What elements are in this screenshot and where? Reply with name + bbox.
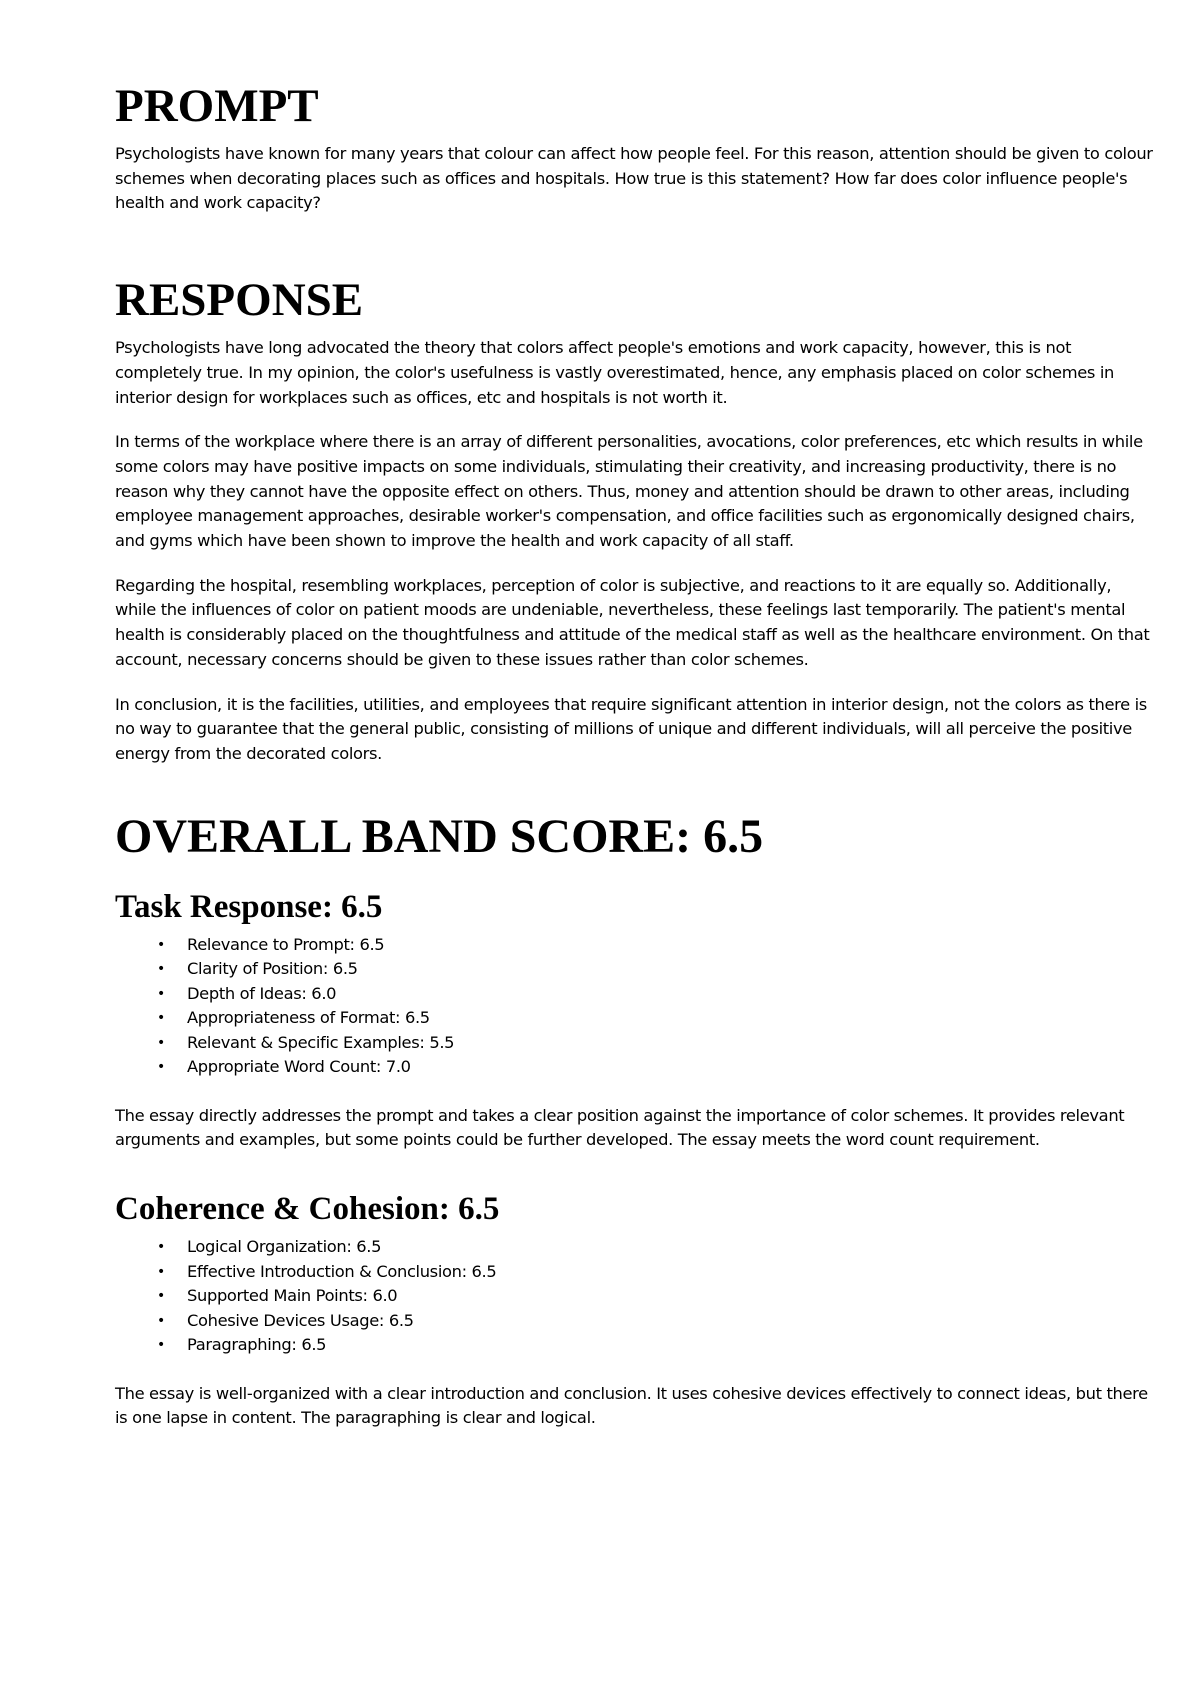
task-response-heading: Task Response: 6.5 <box>115 888 383 925</box>
list-item <box>157 982 1155 1007</box>
criterion-label: Relevance to Prompt: 6.5 <box>187 934 385 954</box>
list-item <box>157 1055 1155 1080</box>
document-page <box>115 78 1155 1431</box>
list-item <box>157 1333 1155 1358</box>
response-paragraph-3: Regarding the hospital, resembling workplaces, perception of color is subjective, and reactions to it are equally so. Additionally, while the influences of color on patient moods are undeniable, nevertheless, these feelings last temporarily. The patient's mental health is considerably placed on the thoughtfulness and attitude of the medical staff as well as the healthcare environment. On that account, necessary concerns should be given to these issues rather than color schemes. <box>115 575 1150 669</box>
list-item <box>157 933 1155 958</box>
bullet-icon: • <box>157 1337 165 1354</box>
bullet-icon: • <box>157 1263 165 1280</box>
list-item <box>157 957 1155 982</box>
task-response-criteria-list <box>115 933 1155 1080</box>
bullet-icon: • <box>157 1010 165 1027</box>
list-item <box>157 1235 1155 1260</box>
criterion-label: Supported Main Points: 6.0 <box>187 1286 398 1306</box>
criterion-label: Logical Organization: 6.5 <box>187 1237 382 1257</box>
criterion-label: Effective Introduction & Conclusion: 6.5 <box>187 1261 497 1281</box>
list-item <box>157 1031 1155 1056</box>
coherence-criteria-list <box>115 1235 1155 1358</box>
response-heading: RESPONSE <box>115 274 364 327</box>
criterion-label: Depth of Ideas: 6.0 <box>187 983 337 1003</box>
bullet-icon: • <box>157 1059 165 1076</box>
list-item <box>157 1309 1155 1334</box>
response-paragraph-1: Psychologists have long advocated the theory that colors affect people's emotions and work capacity, however, this is not completely true. In my opinion, the color's usefulness is vastly overestimated, hence, any emphasis placed on color schemes in interior design for workplaces such as offices, etc and hospitals is not worth it. <box>115 338 1114 407</box>
bullet-icon: • <box>157 1288 165 1305</box>
overall-band-score-heading: OVERALL BAND SCORE: 6.5 <box>115 809 764 863</box>
bullet-icon: • <box>157 936 165 953</box>
prompt-text: Psychologists have known for many years that colour can affect how people feel. For this reason, attention should be given to colour schemes when decorating places such as offices and hospitals. How true is this statement? How far does color influence people's health and work capacity? <box>115 144 1153 213</box>
coherence-cohesion-heading: Coherence & Cohesion: 6.5 <box>115 1191 500 1228</box>
list-item <box>157 1284 1155 1309</box>
criterion-label: Relevant & Specific Examples: 5.5 <box>187 1032 455 1052</box>
bullet-icon: • <box>157 1034 165 1051</box>
bullet-icon: • <box>157 1239 165 1256</box>
prompt-heading: PROMPT <box>115 80 319 132</box>
task-response-summary: The essay directly addresses the prompt and takes a clear position against the importance of color schemes. It provides relevant arguments and examples, but some points could be further developed. The essay meets the word count requirement. <box>115 1105 1125 1150</box>
bullet-icon: • <box>157 985 165 1002</box>
criterion-label: Cohesive Devices Usage: 6.5 <box>187 1310 414 1330</box>
list-item <box>157 1260 1155 1285</box>
bullet-icon: • <box>157 961 165 978</box>
bullet-icon: • <box>157 1312 165 1329</box>
criterion-label: Clarity of Position: 6.5 <box>187 959 358 979</box>
response-paragraph-2: In terms of the workplace where there is an array of different personalities, avocations, color preferences, etc which results in while some colors may have positive impacts on some individuals, stimulating their creativity, and increasing productivity, there is no reason why they cannot have the opposite effect on others. Thus, money and attention should be drawn to other areas, including employee management approaches, desirable worker's compensation, and office facilities such as ergonomically designed chairs, and gyms which have been shown to improve the health and work capacity of all staff. <box>115 432 1143 551</box>
criterion-label: Paragraphing: 6.5 <box>187 1335 327 1355</box>
criterion-label: Appropriate Word Count: 7.0 <box>187 1057 411 1077</box>
list-item <box>157 1006 1155 1031</box>
criterion-label: Appropriateness of Format: 6.5 <box>187 1008 430 1028</box>
response-paragraph-4: In conclusion, it is the facilities, utilities, and employees that require significant attention in interior design, not the colors as there is no way to guarantee that the general public, consisting of millions of unique and different individuals, will all perceive the positive energy from the decorated colors. <box>115 694 1147 763</box>
coherence-summary: The essay is well-organized with a clear introduction and conclusion. It uses cohesive devices effectively to connect ideas, but there is one lapse in content. The paragraphing is clear and logical. <box>115 1383 1148 1428</box>
